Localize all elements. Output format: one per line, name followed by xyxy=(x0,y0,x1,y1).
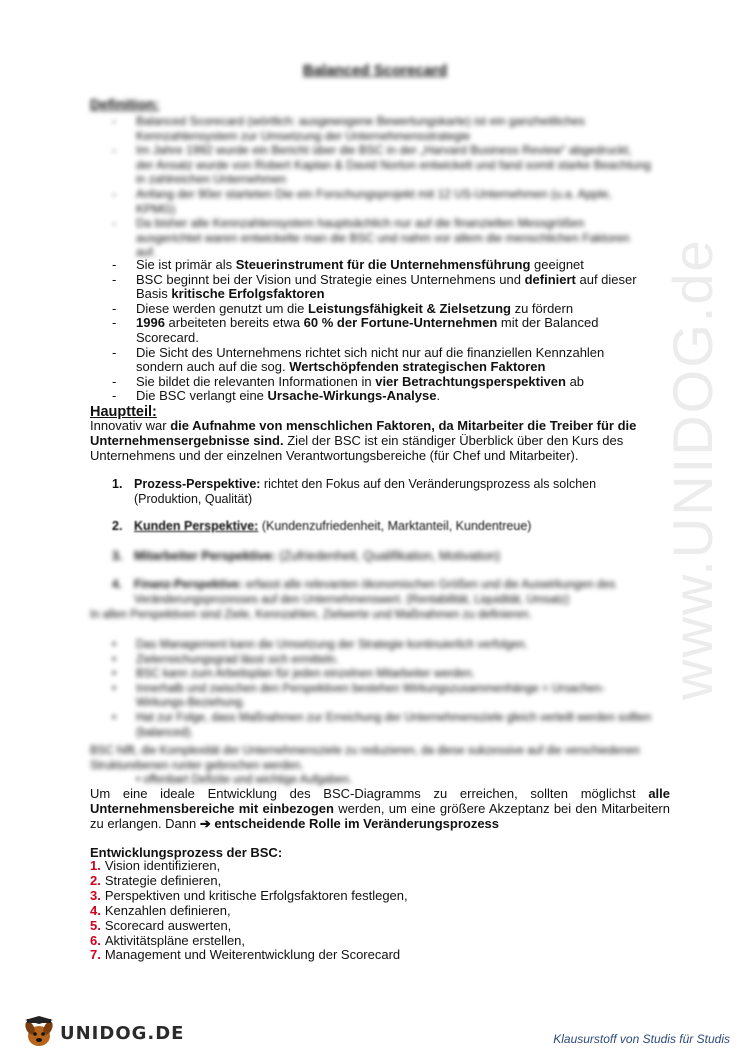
note-text: BSC hilft, die Komplexität der Unternehmensziele zu reduzieren, da diese sukzessive auf die verschiedenen Strukturebenen runter gebrochen werden. xyxy=(90,745,640,772)
step-text: Management und Weiterentwicklung der Scorecard xyxy=(104,947,401,963)
item-number: 1. xyxy=(112,477,123,491)
item-subtext: (Produktion, Qualität) xyxy=(134,491,253,506)
list-item: • BSC kann zum Arbeitsplan für jeden einzelnen Mitarbeiter werden. xyxy=(112,667,652,682)
process-steps xyxy=(90,859,408,963)
list-item: - Die Sicht des Unternehmens richtet sich nicht nur auf die finanziellen Kennzahlen sondern auch auf die sog. Wertschöpfenden strategischen Faktoren xyxy=(112,346,652,375)
list-item: • Hat zur Folge, dass Maßnahmen zur Erreichung der Unternehmensziele gleich verteilt werden sollten (balanced). xyxy=(112,711,652,740)
item-text: (Zufriedenheit, Qualifikation, Motivation) xyxy=(275,549,501,563)
definition-list xyxy=(112,258,652,404)
process-step xyxy=(90,904,408,919)
process-heading: Entwicklungsprozess der BSC: xyxy=(90,845,283,860)
step-text: Kenzahlen definieren, xyxy=(104,902,231,918)
step-text: Scorecard auswerten, xyxy=(104,917,232,933)
item-text: (Kundenzufriedenheit, Marktanteil, Kundentreue) xyxy=(258,519,532,533)
list-item: - BSC beginnt bei der Vision und Strategie eines Unternehmens und definiert auf dieser Basis kritische Erfolgsfaktoren xyxy=(112,273,652,302)
item-text: richtet den Fokus auf den Veränderungsprozess als solchen xyxy=(260,477,597,491)
list-item: • Das Management kann die Umsetzung der Strategie kontinuierlich verfolgen. xyxy=(112,638,652,653)
list-item: - Diese werden genutzt um die Leistungsfähigkeit & Zielsetzung zu fördern xyxy=(112,302,652,317)
step-text: Perspektiven und kritische Erfolgsfaktoren festlegen, xyxy=(104,887,408,903)
item-label: Finanz-Perspektive: xyxy=(134,579,243,591)
intro-paragraph: Innovativ war die Aufnahme von menschlichen Faktoren, da Mitarbeiter die Treiber für die Unternehmensergebnisse sind. Ziel der BSC ist ein ständiger Überblick über den Kurs des Unternehmens und der einzelnen Verantwortungsbereiche (für Chef und Mitarbeiter). xyxy=(90,418,637,464)
step-number: 2. xyxy=(90,872,101,888)
item-text: erfasst alle relevanten ökonomischen Größen und die Auswirkungen des xyxy=(242,579,616,591)
list-item: - Die BSC verlangt eine Ursache-Wirkungs-Analyse. xyxy=(112,389,652,404)
benefits-list-blurred xyxy=(112,638,652,740)
note-bullet: • offenbart Defizite und wichtige Aufgaben. xyxy=(136,774,353,787)
list-item: - Da bisher alle Kennzahlensystem hauptsächlich nur auf die finanziellen Messgrößen ausgerichtet waren entwickelte man die BSC und nahm vor allem die menschlichen Faktoren auf. xyxy=(112,216,652,260)
list-item: - Sie ist primär als Steuerinstrument für die Unternehmensführung geeignet xyxy=(112,258,652,273)
dog-icon xyxy=(22,1016,56,1050)
process-step xyxy=(90,934,408,949)
perspective-item xyxy=(112,578,652,607)
item-label: Mitarbeiter Perspektive: xyxy=(134,549,276,563)
perspective-item xyxy=(112,477,652,506)
main-heading: Hauptteil: xyxy=(90,404,157,420)
step-text: Aktivitätspläne erstellen, xyxy=(104,932,246,948)
unidog-logo[interactable] xyxy=(22,1016,184,1050)
step-number: 5. xyxy=(90,917,101,933)
item-label: Kunden Perspektive: xyxy=(134,519,259,533)
step-number: 7. xyxy=(90,947,101,963)
watermark: www.UNIDOG.de xyxy=(661,238,724,700)
item-number: 2. xyxy=(112,519,123,533)
item-number: 4. xyxy=(112,579,122,591)
logo-text: UNIDOG.DE xyxy=(60,1022,185,1044)
item-label: Prozess-Perspektive: xyxy=(134,477,261,491)
process-step xyxy=(90,948,408,963)
perspective-item xyxy=(112,549,652,564)
list-item: - Anfang der 90er starteten Die ein Forschungsprojekt mit 12 US-Unternehmen (u.a. Apple, KPMG) xyxy=(112,187,652,216)
list-item: - Sie bildet die relevanten Informationen in vier Betrachtungsperspektiven ab xyxy=(112,375,652,390)
page-title: Balanced Scorecard xyxy=(302,62,448,79)
perspective-item xyxy=(112,519,652,534)
note-bullet-text: offenbart Defizite und wichtige Aufgaben. xyxy=(143,774,353,787)
definition-heading: Definition: xyxy=(90,96,160,112)
list-item: - Balanced Scorecard (wörtlich: ausgewogene Bewertungskarte) ist ein ganzheitliches Kennzahlensystem zur Umsetzung der Unternehmensstrategie xyxy=(112,114,652,143)
item-subtext: Veränderungsprozesses auf den Unternehmenswert. (Rentabilität, Liquidität, Umsatz) xyxy=(134,593,570,606)
tail-paragraph: Um eine ideale Entwicklung des BSC-Diagramms zu erreichen, sollten möglichst alle Unternehmensbereiche mit einbezogen werden, um eine größere Akzeptanz bei den Mitarbeitern zu erlangen. Dann ➔ entscheidende Rolle im Veränderungsprozess xyxy=(90,786,670,832)
process-step xyxy=(90,889,408,904)
footer-slogan: Klausurstoff von Studis für Studis xyxy=(553,1032,730,1046)
step-number: 1. xyxy=(90,858,101,873)
bsc-note-blurred xyxy=(90,744,670,788)
step-text: Vision identifizieren, xyxy=(104,858,221,873)
process-step xyxy=(90,859,408,874)
list-item: - 1996 arbeiteten bereits etwa 60 % der Fortune-Unternehmen mit der Balanced Scorecard. xyxy=(112,316,652,345)
process-step xyxy=(90,919,408,934)
step-text: Strategie definieren, xyxy=(104,872,222,888)
perspectives-note: In allen Perspektiven sind Ziele, Kennzahlen, Zielwerte und Maßnahmen zu definieren. xyxy=(90,609,532,621)
process-step xyxy=(90,874,408,889)
list-item: - Im Jahre 1992 wurde ein Bericht über die BSC in der „Harvard Business Review“ abgedruckt, der Ansatz wurde von Robert Kaplan & David Norton entwickelt und fand somit starke Beachtung in zahlreichen Unternehmen xyxy=(112,143,652,187)
step-number: 3. xyxy=(90,887,101,903)
step-number: 4. xyxy=(90,902,101,918)
item-number: 3. xyxy=(112,549,123,563)
definition-list-blurred xyxy=(112,114,652,260)
list-item: • Zielerreichungsgrad lässt sich ermitteln. xyxy=(112,653,652,668)
list-item: • Innerhalb und zwischen den Perspektiven bestehen Wirkungszusammenhänge = Ursachen-Wirkungs-Beziehung. xyxy=(112,682,652,711)
step-number: 6. xyxy=(90,932,101,948)
